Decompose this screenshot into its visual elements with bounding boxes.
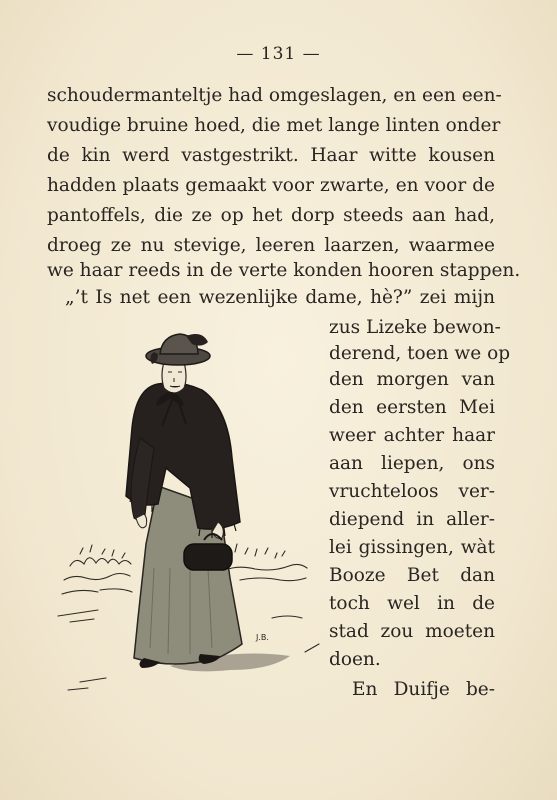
page-number: — 131 — (236, 44, 321, 64)
column-line: den eersten Mei (329, 397, 495, 418)
column-line: den morgen van (329, 369, 495, 390)
column-line: zus Lizeke bewon- (329, 317, 501, 338)
column-line: lei gissingen, wàt (329, 537, 495, 558)
column-line: vruchteloos ver- (329, 481, 495, 502)
woman-illustration (50, 318, 325, 698)
final-line: En Duifje be- (352, 679, 495, 700)
dialogue-line: „’t Is net een wezenlijke dame, hè?” zei mijn (65, 287, 495, 308)
column-line: Booze Bet dan (329, 565, 495, 586)
hat (146, 334, 210, 365)
face (162, 362, 186, 393)
column-line: doen. (329, 649, 381, 670)
body-line: pantoffels, die ze op het dorp steeds aan had, (47, 205, 495, 226)
body-line: schoudermanteltje had omgeslagen, en een een- (47, 85, 502, 106)
column-line: stad zou moeten (329, 621, 495, 642)
body-line: voudige bruine hoed, die met lange linten onder (47, 115, 501, 136)
body-line: we haar reeds in de verte konden hooren stappen. (47, 260, 521, 281)
column-line: derend, toen we op (329, 343, 511, 364)
body-line: hadden plaats gemaakt voor zwarte, en voor de (47, 175, 495, 196)
column-line: toch wel in de (329, 593, 495, 614)
body-line: droeg ze nu stevige, leeren laarzen, waarmee (47, 235, 495, 256)
body-line: de kin werd vastgestrikt. Haar witte kousen (47, 145, 495, 166)
column-line: diepend in aller- (329, 509, 495, 530)
column-line: weer achter haar (329, 425, 495, 446)
artist-signature: J.B. (256, 633, 269, 642)
column-line: aan liepen, ons (329, 453, 495, 474)
